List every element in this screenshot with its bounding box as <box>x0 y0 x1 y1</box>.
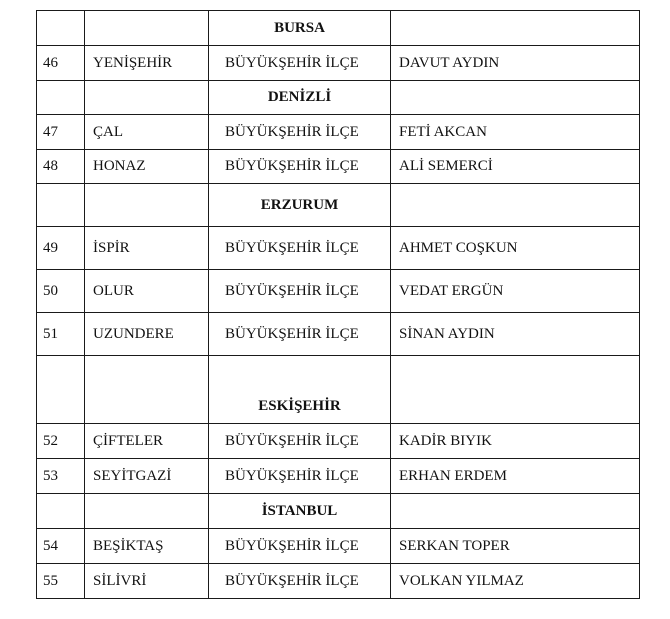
municipality-type: BÜYÜKŞEHİR İLÇE <box>209 270 391 313</box>
province-name: DENİZLİ <box>209 81 391 115</box>
mayor-name: AHMET COŞKUN <box>391 227 640 270</box>
empty-cell <box>391 356 640 424</box>
empty-cell <box>85 184 209 227</box>
district-name: BEŞİKTAŞ <box>85 529 209 564</box>
empty-cell <box>391 11 640 46</box>
district-name: ÇAL <box>85 115 209 150</box>
table-row <box>37 529 640 564</box>
mayor-name: DAVUT AYDIN <box>391 46 640 81</box>
province-name: ESKİŞEHİR <box>209 356 391 424</box>
municipality-type: BÜYÜKŞEHİR İLÇE <box>209 115 391 150</box>
row-number: 49 <box>37 227 85 270</box>
district-name: OLUR <box>85 270 209 313</box>
row-number: 46 <box>37 46 85 81</box>
empty-cell <box>85 356 209 424</box>
empty-cell <box>37 356 85 424</box>
table-row <box>37 270 640 313</box>
district-name: UZUNDERE <box>85 313 209 356</box>
mayor-name: FETİ AKCAN <box>391 115 640 150</box>
mayors-table <box>36 10 640 599</box>
empty-cell <box>37 494 85 529</box>
district-name: ÇİFTELER <box>85 424 209 459</box>
province-row <box>37 356 640 424</box>
table-row <box>37 564 640 599</box>
row-number: 48 <box>37 150 85 184</box>
municipality-type: BÜYÜKŞEHİR İLÇE <box>209 313 391 356</box>
mayor-name: SİNAN AYDIN <box>391 313 640 356</box>
empty-cell <box>85 81 209 115</box>
table-row <box>37 46 640 81</box>
row-number: 47 <box>37 115 85 150</box>
municipality-type: BÜYÜKŞEHİR İLÇE <box>209 529 391 564</box>
municipality-type: BÜYÜKŞEHİR İLÇE <box>209 459 391 494</box>
table-row <box>37 227 640 270</box>
province-row <box>37 11 640 46</box>
mayor-name: ALİ SEMERCİ <box>391 150 640 184</box>
empty-cell <box>37 11 85 46</box>
row-number: 52 <box>37 424 85 459</box>
row-number: 54 <box>37 529 85 564</box>
table-row <box>37 424 640 459</box>
province-name: ERZURUM <box>209 184 391 227</box>
province-name: BURSA <box>209 11 391 46</box>
empty-cell <box>85 494 209 529</box>
province-row <box>37 184 640 227</box>
mayor-name: VOLKAN YILMAZ <box>391 564 640 599</box>
row-number: 50 <box>37 270 85 313</box>
empty-cell <box>391 184 640 227</box>
row-number: 51 <box>37 313 85 356</box>
municipality-type: BÜYÜKŞEHİR İLÇE <box>209 150 391 184</box>
table-row <box>37 459 640 494</box>
row-number: 53 <box>37 459 85 494</box>
table-row <box>37 115 640 150</box>
municipality-type: BÜYÜKŞEHİR İLÇE <box>209 46 391 81</box>
mayor-name: KADİR BIYIK <box>391 424 640 459</box>
mayor-name: SERKAN TOPER <box>391 529 640 564</box>
district-name: YENİŞEHİR <box>85 46 209 81</box>
municipality-type: BÜYÜKŞEHİR İLÇE <box>209 424 391 459</box>
municipality-type: BÜYÜKŞEHİR İLÇE <box>209 564 391 599</box>
mayor-name: ERHAN ERDEM <box>391 459 640 494</box>
district-name: HONAZ <box>85 150 209 184</box>
district-name: SEYİTGAZİ <box>85 459 209 494</box>
province-name: İSTANBUL <box>209 494 391 529</box>
table-row <box>37 313 640 356</box>
empty-cell <box>37 184 85 227</box>
row-number: 55 <box>37 564 85 599</box>
district-name: İSPİR <box>85 227 209 270</box>
empty-cell <box>85 11 209 46</box>
empty-cell <box>391 494 640 529</box>
province-row <box>37 494 640 529</box>
province-row <box>37 81 640 115</box>
district-name: SİLİVRİ <box>85 564 209 599</box>
empty-cell <box>391 81 640 115</box>
mayor-name: VEDAT ERGÜN <box>391 270 640 313</box>
empty-cell <box>37 81 85 115</box>
municipality-type: BÜYÜKŞEHİR İLÇE <box>209 227 391 270</box>
table-row <box>37 150 640 184</box>
